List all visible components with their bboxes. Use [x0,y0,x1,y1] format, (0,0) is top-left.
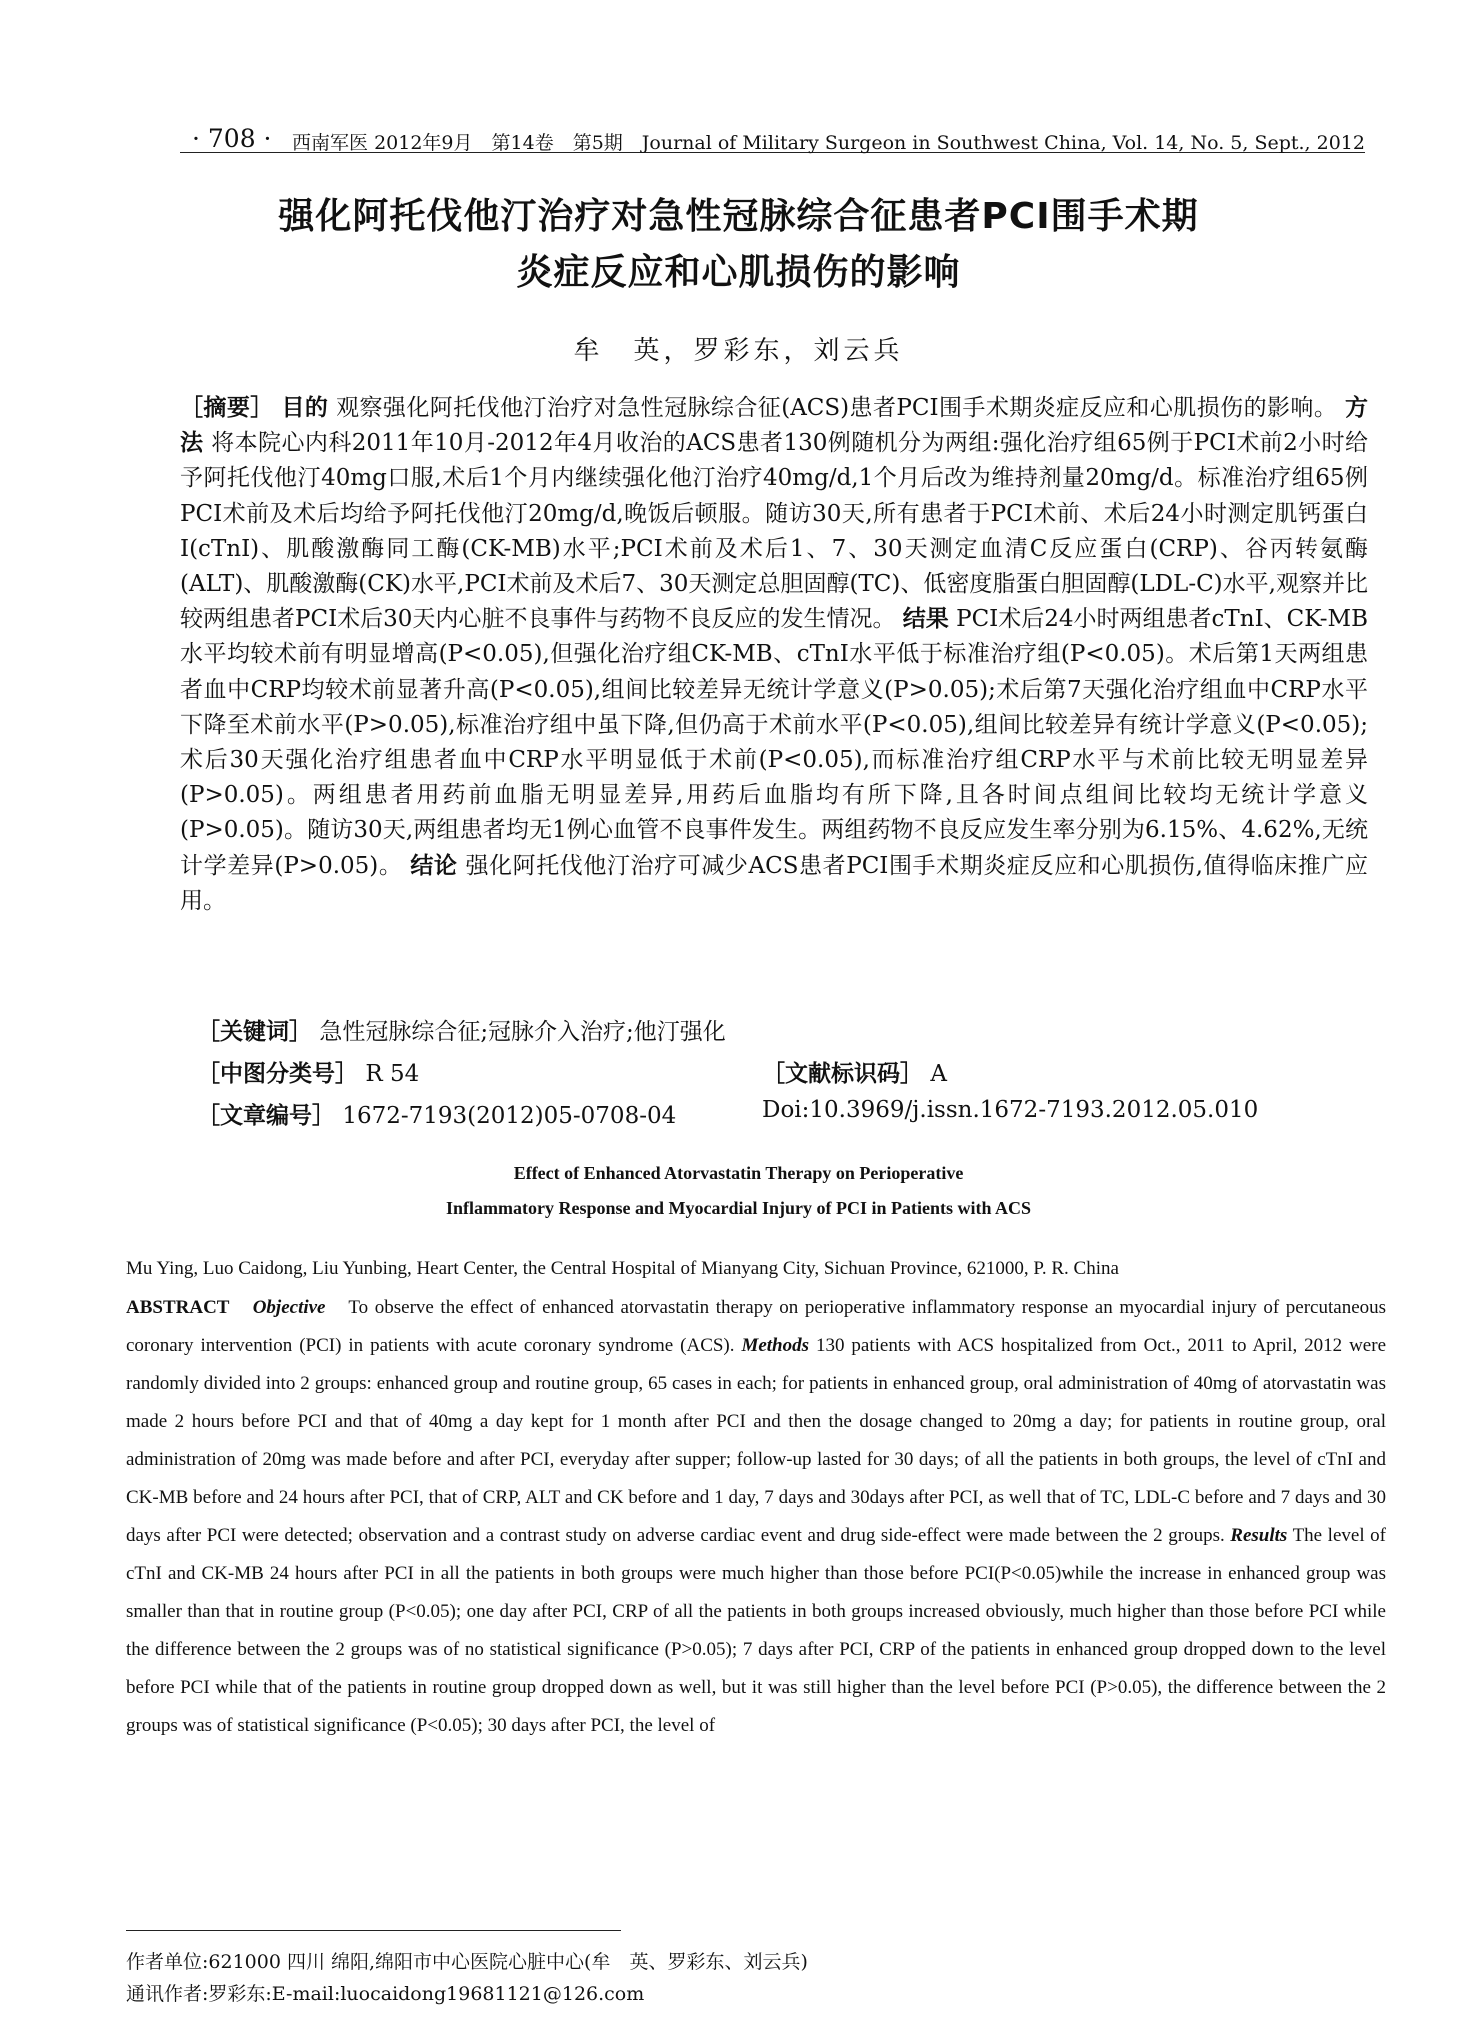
document-code-line [762,1055,947,1088]
article-number-line [197,1097,676,1130]
keywords-value: 急性冠脉综合征;冠脉介入治疗;他汀强化 [319,1019,726,1045]
clc-line [197,1055,419,1088]
english-title-line-2: Inflammatory Response and Myocardial Injury of PCI in Patients with ACS [445,1198,1032,1218]
methods-label: 方法 [180,395,1369,457]
article-title-line-2: 炎症反应和心肌损伤的影响 [516,252,961,293]
english-title-line-1: Effect of Enhanced Atorvastatin Therapy on Perioperative [513,1163,964,1183]
document-code-label: ［文献标识码］ [762,1061,923,1087]
document-code-value: A [930,1061,947,1087]
article-number-label: ［文章编号］ [197,1103,335,1129]
clc-value: R 54 [365,1061,420,1087]
conclusion-text: 强化阿托伐他汀治疗可减少ACS患者PCI围手术期炎症反应和心肌损伤,值得临床推广应用。 [180,852,1369,914]
article-number-value: 1672-7193(2012)05-0708-04 [342,1103,677,1129]
keywords-line [197,1013,726,1046]
english-objective-label: Objective [252,1297,326,1318]
english-abstract-label: ABSTRACT [126,1297,230,1318]
english-results-label: Results [1230,1525,1288,1546]
running-header [180,124,1365,153]
english-abstract [126,1289,1386,1745]
article-title-line-1: 强化阿托伐他汀治疗对急性冠脉综合征患者PCI围手术期 [278,196,1199,237]
page-number: · 708 · [192,124,272,153]
author-list: 牟 英，罗彩东，刘云兵 [573,336,904,366]
journal-citation: 西南军医 2012年9月 第14卷 第5期 Journal of Military Surgeon in Southwest China, Vol. 14, No. 5, Sept., 2012 [292,132,1365,154]
methods-text: 将本院心内科2011年10月-2012年4月收治的ACS患者130例随机分为两组:强化治疗组65例于PCI术前2小时给予阿托伐他汀40mg口服,术后1个月内继续强化他汀治疗40mg/d,1个月后改为维持剂量20mg/d。标准治疗组65例PCI术前及术后均给予阿托伐他汀20mg/d,晚饭后顿服。随访30天,所有患者于PCI术前、术后24小时测定肌钙蛋白I(cTnI)、肌酸激酶同工酶(CK-MB)水平;PCI术前及术后1、7、30天测定血清C反应蛋白(CRP)、谷丙转氨酶(ALT)、肌酸激酶(CK)水平,PCI术前及术后7、30天测定总胆固醇(TC)、低密度脂蛋白胆固醇(LDL-C)水平,观察并比较两组患者PCI术后30天内心脏不良事件与药物不良反应的发生情况。 [180,430,1369,633]
clc-label: ［中图分类号］ [197,1061,358,1087]
footnote-divider [126,1930,621,1931]
results-text: PCI术后24小时两组患者cTnI、CK-MB水平均较术前有明显增高(P<0.05),但强化治疗组CK-MB、cTnI水平低于标准治疗组(P<0.05)。术后第1天两组患者血中CRP均较术前显著升高(P<0.05),组间比较差异无统计学意义(P>0.05);术后第7天强化治疗组血中CRP水平下降至术前水平(P>0.05),标准治疗组中虽下降,但仍高于术前水平(P<0.05),组间比较差异有统计学意义(P<0.05);术后30天强化治疗组患者血中CRP水平明显低于术前(P<0.05),而标准治疗组CRP水平与术前比较无明显差异(P>0.05)。两组患者用药前血脂无明显差异,用药后血脂均有所下降,且各时间点组间比较均无统计学意义(P>0.05)。随访30天,两组患者均无1例心血管不良事件发生。两组药物不良反应发生率分别为6.15%、4.62%,无统计学差异(P>0.05)。 [180,606,1368,879]
chinese-abstract [180,391,1368,919]
conclusion-label: 结论 [410,852,458,879]
objective-label: 目的 [281,395,329,421]
footnote-affiliation: 作者单位:621000 四川 绵阳,绵阳市中心医院心脏中心(牟 英、罗彩东、刘云兵) [126,1951,808,1973]
doi: Doi:10.3969/j.issn.1672-7193.2012.05.010 [762,1097,1259,1123]
english-objective-text: To observe the effect of enhanced atorvastatin therapy on perioperative inflammatory response an myocardial injury of percutaneous coronary intervention (PCI) in patients with acute coronary syndrome (ACS). [126,1297,1387,1356]
footnote-correspondence: 通讯作者:罗彩东:E-mail:luocaidong19681121@126.com [126,1983,645,2005]
abstract-label: ［摘要］ [180,395,274,421]
objective-text: 观察强化阿托伐他汀治疗对急性冠脉综合征(ACS)患者PCI围手术期炎症反应和心肌损伤的影响。 [336,395,1338,421]
english-methods-label: Methods [741,1335,810,1356]
english-affiliation: Mu Ying, Luo Caidong, Liu Yunbing, Heart Center, the Central Hospital of Mianyang City, Sichuan Province, 621000, P. R. China [126,1258,1119,1279]
keywords-label: ［关键词］ [197,1019,312,1045]
results-label: 结果 [902,606,949,633]
english-results-text: The level of cTnI and CK-MB 24 hours after PCI in all the patients in both groups were much higher than those before PCI(P<0.05)while the increase in enhanced group was smaller than that in routine group (P<0.05); one day after PCI, CRP of all the patients in both groups increased obviously, much higher than those before PCI while the difference between the 2 groups was of no statistical significance (P>0.05); 7 days after PCI, CRP of the patients in enhanced group dropped down to the level before PCI while that of the patients in routine group dropped down as well, but it was still higher than the level before PCI (P>0.05), the difference between the 2 groups was of statistical significance (P<0.05); 30 days after PCI, the level of [126,1525,1386,1736]
english-methods-text: 130 patients with ACS hospitalized from Oct., 2011 to April, 2012 were randomly divided into 2 groups: enhanced group and routine group, 65 cases in each; for patients in enhanced group, oral administration of 40mg of atorvastatin was made 2 hours before PCI and that of 40mg a day kept for 1 month after PCI and then the dosage changed to 20mg a day; for patients in routine group, oral administration of 20mg was made before and after PCI, everyday after supper; follow-up lasted for 30 days; of all the patients in both groups, the level of cTnI and CK-MB before and 24 hours after PCI, that of CRP, ALT and CK before and 1 day, 7 days and 30days after PCI, as well that of TC, LDL-C before and 7 days and 30 days after PCI were detected; observation and a contrast study on adverse cardiac event and drug side-effect were made between the 2 groups. [126,1335,1387,1546]
